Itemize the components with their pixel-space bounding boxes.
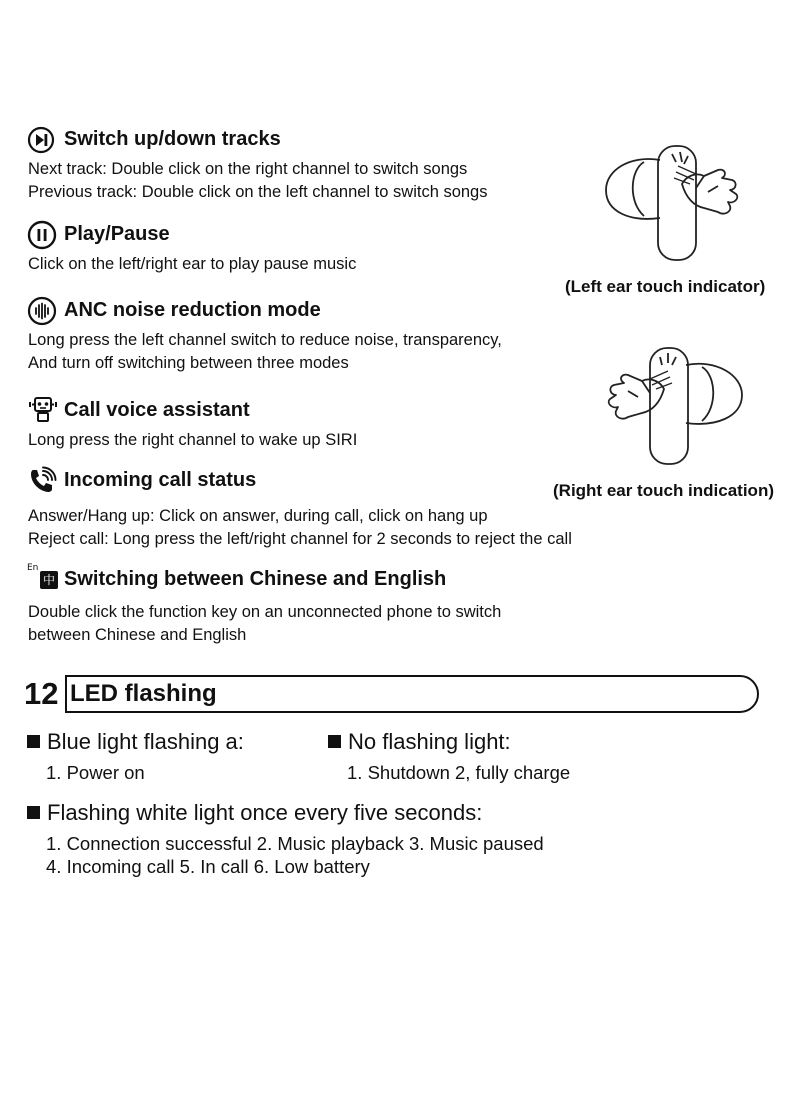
feature-description — [28, 329, 502, 375]
description-line: Answer/Hang up: Click on answer, during call, click on hang up — [28, 507, 488, 525]
right-ear-caption: (Right ear touch indication) — [553, 481, 774, 500]
feature-title: ANC noise reduction mode — [64, 299, 321, 321]
led-heading-text: No flashing light: — [348, 729, 511, 754]
feature-title: Incoming call status — [64, 469, 257, 491]
led-item: 1. Connection successful 2. Music playback 3. Music paused — [46, 833, 544, 854]
led-section-header — [24, 674, 764, 716]
feature-description — [28, 429, 357, 452]
led-item: 1. Power on — [46, 762, 145, 783]
feature-title: Switch up/down tracks — [64, 128, 281, 150]
led-item: 4. Incoming call 5. In call 6. Low battery — [46, 856, 370, 877]
description-line: Previous track: Double click on the left channel to switch songs — [28, 183, 488, 201]
led-item: 1. Shutdown 2, fully charge — [347, 762, 571, 783]
bullet-square — [27, 735, 40, 748]
section-number: 12 — [24, 676, 59, 711]
language-switch-icon — [27, 563, 61, 593]
right-earbud-illustration — [600, 343, 750, 468]
led-group-heading — [328, 729, 570, 755]
description-line: between Chinese and English — [28, 626, 247, 644]
bullet-square — [27, 806, 40, 819]
led-group-items — [46, 761, 244, 784]
led-group-none — [328, 729, 570, 784]
feature-description — [28, 505, 572, 551]
section-title: LED flashing — [70, 680, 217, 707]
description-line: Click on the left/right ear to play pause music — [28, 255, 357, 273]
icon-label-zh: 中 — [40, 571, 58, 589]
led-group-items — [46, 832, 544, 878]
skip-track-icon — [27, 126, 55, 154]
feature-description — [28, 601, 501, 647]
soundwave-icon — [27, 296, 57, 326]
left-earbud-illustration — [600, 140, 750, 265]
feature-description — [28, 158, 487, 204]
description-line: Double click the function key on an unconnected phone to switch — [28, 603, 502, 621]
pause-icon — [27, 220, 57, 250]
led-group-items — [347, 761, 570, 784]
description-line: Long press the right channel to wake up SIRI — [28, 431, 358, 449]
feature-description — [28, 253, 356, 276]
led-group-white — [27, 800, 544, 878]
left-ear-caption: (Left ear touch indicator) — [565, 277, 766, 296]
icon-label-en: En — [27, 563, 39, 573]
description-line: Next track: Double click on the right channel to switch songs — [28, 160, 468, 178]
description-line: Reject call: Long press the left/right channel for 2 seconds to reject the call — [28, 530, 572, 548]
feature-title: Play/Pause — [64, 223, 170, 245]
description-line: Long press the left channel switch to reduce noise, transparency, — [28, 331, 502, 349]
bullet-square — [328, 735, 341, 748]
led-group-heading — [27, 729, 244, 755]
led-group-blue — [27, 729, 244, 784]
feature-title: Call voice assistant — [64, 399, 250, 421]
led-heading-text: Flashing white light once every five seconds: — [47, 800, 483, 825]
feature-title: Switching between Chinese and English — [64, 568, 447, 590]
description-line: And turn off switching between three modes — [28, 354, 349, 372]
led-heading-text: Blue light flashing a: — [47, 729, 244, 754]
phone-ringing-icon — [27, 466, 57, 496]
led-group-heading — [27, 800, 544, 826]
robot-icon — [27, 394, 59, 426]
